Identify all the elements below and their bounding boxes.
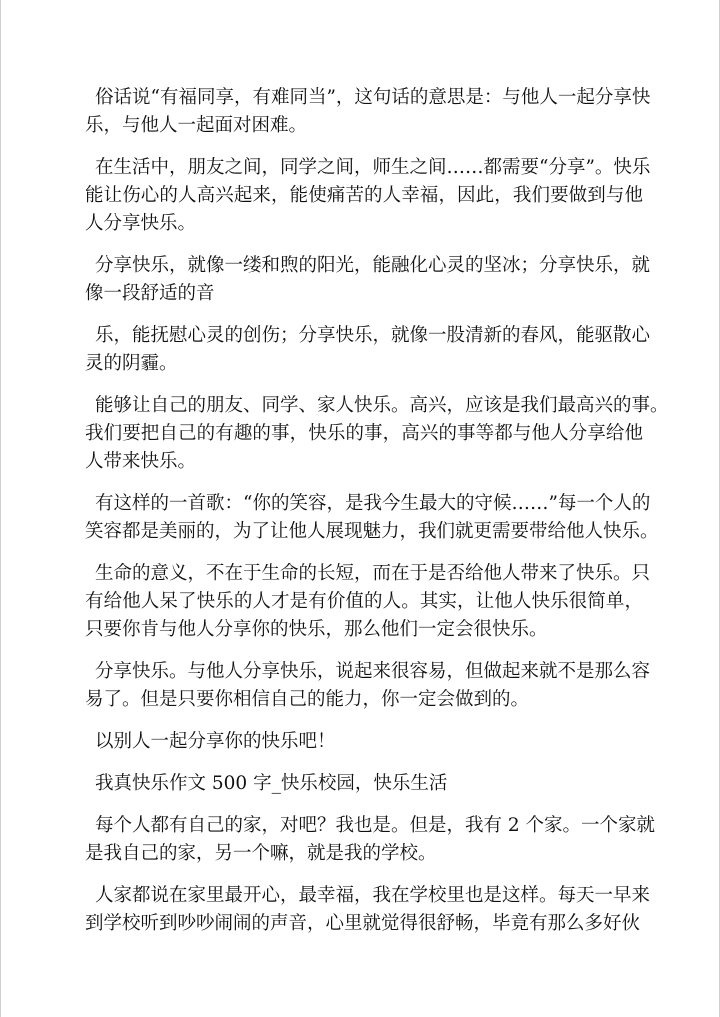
paragraph-line: 生命的意义，不在于生命的长短，而在于是否给他人带来了快乐。只 bbox=[95, 563, 651, 584]
paragraph-line: 我真快乐作文 500 字_快乐校园，快乐生活 bbox=[95, 773, 448, 794]
paragraph-line: 能让伤心的人高兴起来，能使痛苦的人幸福，因此，我们要做到与他 bbox=[85, 185, 643, 206]
paragraph bbox=[85, 560, 651, 644]
paragraph-line: 能够让自己的朋友、同学、家人快乐。高兴，应该是我们最高兴的事。 bbox=[95, 395, 669, 416]
paragraph-line: 乐，与他人一起面对困难。 bbox=[85, 115, 308, 136]
paragraph-line: 人带来快乐。 bbox=[85, 451, 197, 472]
paragraph bbox=[85, 490, 659, 546]
paragraph-line: 有给他人呆了快乐的人才是有价值的人。其实，让他人快乐很简单， bbox=[85, 591, 643, 612]
paragraph-line: 有这样的一首歌：“你的笑容，是我今生最大的守候……”每一个人的 bbox=[95, 493, 651, 514]
paragraph-line: 人分享快乐。 bbox=[85, 213, 197, 234]
paragraph-line: 像一段舒适的音 bbox=[85, 283, 215, 304]
paragraph-line: 分享快乐。与他人分享快乐，说起来很容易，但做起来就不是那么容 bbox=[95, 661, 651, 682]
paragraph-line: 我们要把自己的有趣的事，快乐的事，高兴的事等都与他人分享给他 bbox=[85, 423, 643, 444]
document-body bbox=[85, 84, 669, 952]
paragraph bbox=[85, 882, 651, 938]
paragraph-line: 俗话说“有福同享，有难同当”，这句话的意思是：与他人一起分享快 bbox=[95, 87, 651, 108]
paragraph-line: 以别人一起分享你的快乐吧！ bbox=[95, 731, 336, 752]
paragraph-line: 到学校听到吵吵闹闹的声音，心里就觉得很舒畅，毕竟有那么多好伙 bbox=[85, 913, 641, 934]
paragraph bbox=[85, 658, 651, 714]
paragraph bbox=[85, 812, 656, 868]
paragraph-line: 是我自己的家，另一个嘛，就是我的学校。 bbox=[85, 843, 437, 864]
paragraph-line: 笑容都是美丽的，为了让他人展现魅力，我们就更需要带给他人快乐。 bbox=[85, 521, 659, 542]
paragraph-line: 易了。但是只要你相信自己的能力，你一定会做到的。 bbox=[85, 689, 530, 710]
paragraph bbox=[85, 252, 651, 308]
paragraph-line: 在生活中，朋友之间，同学之间，师生之间……都需要“分享”。快乐 bbox=[95, 157, 651, 178]
paragraph bbox=[85, 770, 643, 798]
paragraph-line: 乐，能抚慰心灵的创伤；分享快乐，就像一股清新的春风，能驱散心 bbox=[95, 325, 651, 346]
paragraph bbox=[85, 322, 651, 378]
paragraph bbox=[85, 728, 643, 756]
paragraph-line: 每个人都有自己的家，对吧？我也是。但是，我有 2 个家。一个家就 bbox=[95, 815, 656, 836]
paragraph-line: 人家都说在家里最开心，最幸福，我在学校里也是这样。每天一早来 bbox=[95, 885, 651, 906]
paragraph bbox=[85, 84, 651, 140]
paragraph bbox=[85, 392, 669, 476]
paragraph-line: 只要你肯与他人分享你的快乐，那么他们一定会很快乐。 bbox=[85, 619, 548, 640]
paragraph bbox=[85, 154, 651, 238]
paragraph-line: 分享快乐，就像一缕和煦的阳光，能融化心灵的坚冰；分享快乐，就 bbox=[95, 255, 651, 276]
paragraph-line: 灵的阴霾。 bbox=[85, 353, 178, 374]
